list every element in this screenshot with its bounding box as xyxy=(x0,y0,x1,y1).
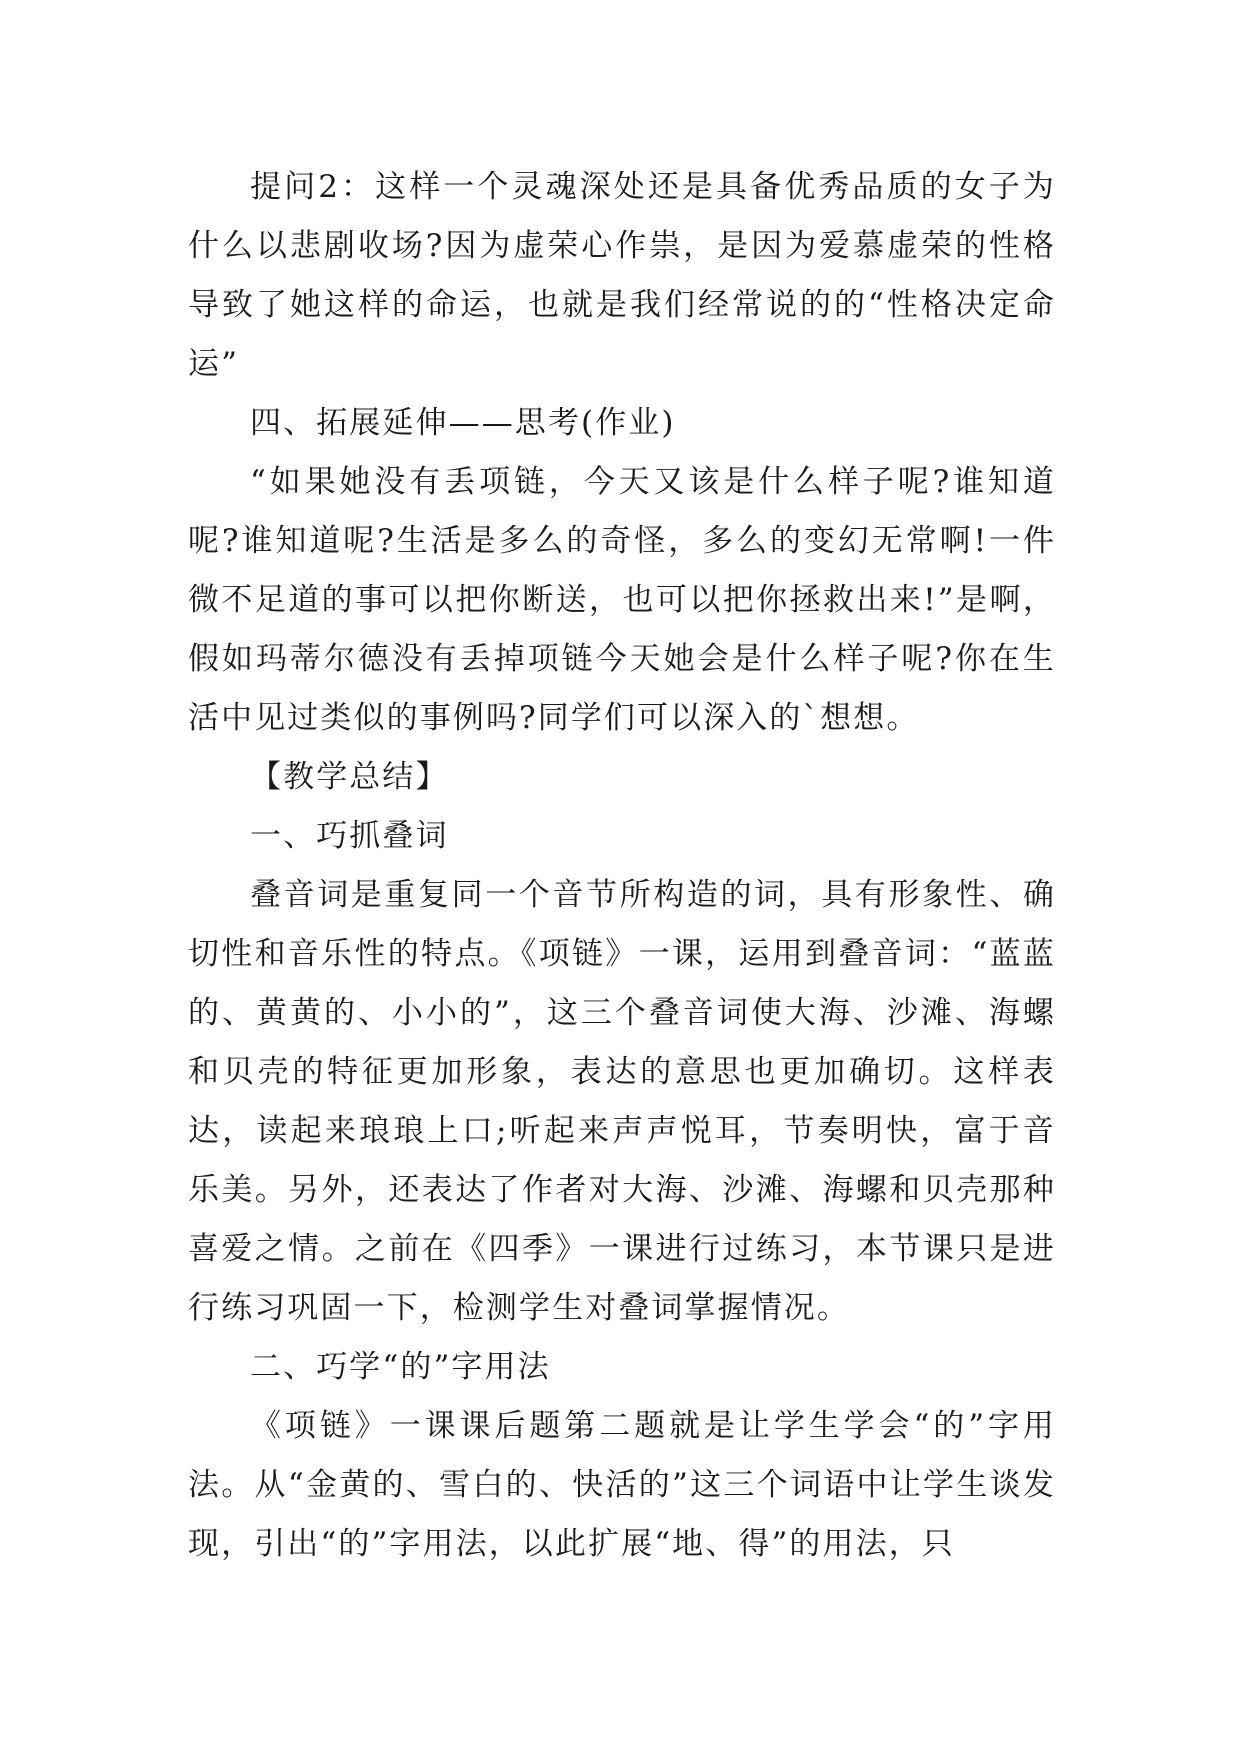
document-page xyxy=(188,158,1056,1574)
paragraph-question-2: 提问2：这样一个灵魂深处还是具备优秀品质的女子为什么以悲剧收场?因为虚荣心作祟，是因为爱慕虚荣的性格导致了她这样的命运，也就是我们经常说的的“性格决定命运” xyxy=(188,169,1056,382)
paragraph-reduplicated-words: 叠音词是重复同一个音节所构造的词，具有形象性、确切性和音乐性的特点。《项链》一课，运用到叠音词：“蓝蓝的、黄黄的、小小的”，这三个叠音词使大海、沙滩、海螺和贝壳的特征更加形象，表达的意思也更加确切。这样表达，读起来琅琅上口;听起来声声悦耳，节奏明快，富于音乐美。另外，还表达了作者对大海、沙滩、海螺和贝壳那种喜爱之情。之前在《四季》一课进行过练习，本节课只是进行练习巩固一下，检测学生对叠词掌握情况。 xyxy=(188,877,1056,1326)
paragraph-extension-quote: “如果她没有丢项链，今天又该是什么样子呢?谁知道呢?谁知道呢?生活是多么的奇怪，多么的变幻无常啊!一件微不足道的事可以把你断送，也可以把你拯救出来!”是啊，假如玛蒂尔德没有丢掉项链今天她会是什么样子呢?你在生活中见过类似的事例吗?同学们可以深入的`想想。 xyxy=(188,464,1056,736)
section-heading-extension: 四、拓展延伸——思考(作业) xyxy=(250,405,676,441)
section-heading-de-usage: 二、巧学“的”字用法 xyxy=(250,1349,551,1385)
section-heading-reduplicated-words: 一、巧抓叠词 xyxy=(250,818,449,854)
section-heading-teaching-summary: 【教学总结】 xyxy=(250,759,449,795)
paragraph-de-usage: 《项链》一课课后题第二题就是让学生学会“的”字用法。从“金黄的、雪白的、快活的”这三个词语中让学生谈发现，引出“的”字用法，以此扩展“地、得”的用法，只 xyxy=(188,1408,1056,1562)
